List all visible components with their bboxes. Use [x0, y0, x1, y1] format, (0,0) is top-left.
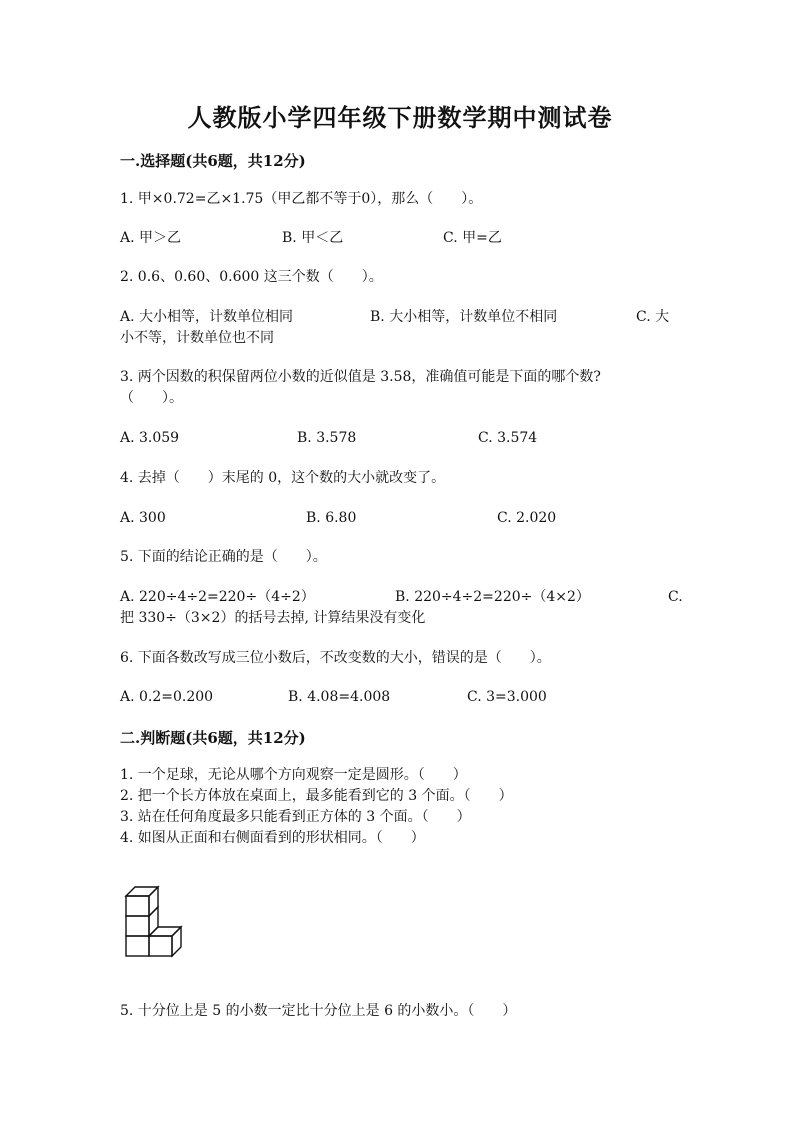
section-heading-choice: 一.选择题(共6题，共12分) — [120, 152, 306, 170]
page-title: 人教版小学四年级下册数学期中测试卷 — [187, 103, 613, 132]
judgement-item-2: 2. 把一个长方体放在桌面上，最多能看到它的 3 个面。（ ） — [120, 788, 513, 804]
judgement-item-1: 1. 一个足球，无论从哪个方向观察一定是圆形。（ ） — [120, 767, 467, 783]
question-4-option-c: C. 2.020 — [497, 510, 557, 526]
question-3-stem-line1: 3. 两个因数的积保留两位小数的近似值是 3.58，准确值可能是下面的哪个数? — [120, 369, 601, 385]
judgement-item-4: 4. 如图从正面和右侧面看到的形状相同。（ ） — [120, 830, 425, 846]
cube-face-bottom-left — [126, 936, 149, 956]
question-5-option-c: C. — [668, 589, 683, 605]
cube-face-top-left — [126, 896, 149, 916]
question-6-stem: 6. 下面各数改写成三位小数后，不改变数的大小，错误的是（ ）。 — [120, 650, 551, 666]
question-5-option-c-continuation: 把 330÷（3×2）的括号去掉, 计算结果没有变化 — [120, 610, 426, 626]
cube-face-bottom-right — [149, 936, 172, 956]
cube-face-middle-left — [126, 916, 149, 936]
question-2-option-a: A. 大小相等，计数单位相同 — [120, 309, 294, 325]
question-1-option-b: B. 甲＜乙 — [282, 230, 344, 246]
question-2-stem: 2. 0.6、0.60、0.600 这三个数（ ）。 — [120, 269, 383, 285]
question-6-option-b: B. 4.08=4.008 — [288, 689, 391, 705]
question-2-option-c: C. 大 — [636, 309, 670, 325]
question-3-option-b: B. 3.578 — [297, 430, 357, 446]
question-3-option-c: C. 3.574 — [478, 430, 538, 446]
question-5-stem: 5. 下面的结论正确的是（ ）。 — [120, 549, 327, 565]
question-4-option-b: B. 6.80 — [306, 510, 357, 526]
question-1-option-c: C. 甲=乙 — [443, 230, 502, 246]
cube-stack-figure — [122, 883, 188, 959]
question-3-option-a: A. 3.059 — [120, 430, 180, 446]
question-2-option-c-continuation: 小不等，计数单位也不同 — [120, 330, 274, 346]
question-5-option-b: B. 220÷4÷2=220÷（4×2） — [395, 589, 590, 605]
question-6-option-c: C. 3=3.000 — [467, 689, 547, 705]
question-6-option-a: A. 0.2=0.200 — [120, 689, 214, 705]
cube-side-face-right — [172, 927, 181, 956]
question-4-stem: 4. 去掉（ ）末尾的 0，这个数的大小就改变了。 — [120, 470, 446, 486]
question-1-option-a: A. 甲＞乙 — [120, 230, 182, 246]
question-5-option-a: A. 220÷4÷2=220÷（4÷2） — [120, 589, 315, 605]
question-3-stem-line2: （ ）。 — [120, 390, 183, 406]
section-heading-judgement: 二.判断题(共6题，共12分) — [120, 729, 306, 747]
question-4-option-a: A. 300 — [120, 510, 166, 526]
question-2-option-b: B. 大小相等，计数单位不相同 — [370, 309, 558, 325]
judgement-item-5: 5. 十分位上是 5 的小数一定比十分位上是 6 的小数小。（ ） — [120, 1003, 517, 1019]
question-1-stem: 1. 甲×0.72=乙×1.75（甲乙都不等于0），那么（ ）。 — [120, 191, 483, 207]
judgement-item-3: 3. 站在任何角度最多只能看到正方体的 3 个面。（ ） — [120, 809, 471, 825]
